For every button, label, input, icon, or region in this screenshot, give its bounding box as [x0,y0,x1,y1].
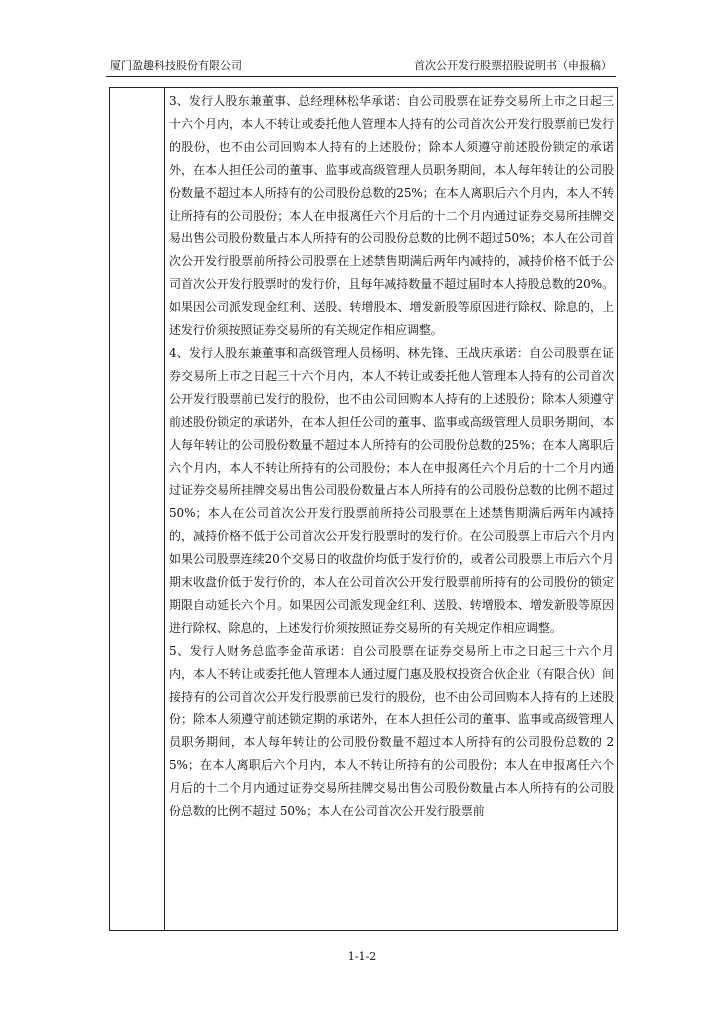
page-number: 1-1-2 [347,950,377,963]
table-content-cell [167,88,617,930]
commitment-paragraph-3: 3、发行人股东兼董事、总经理林松华承诺：自公司股票在证券交易所上市之日起三十六个月内，本人不转让或委托他人管理本人持有的公司首次公开发行股票前已发行的股份，也不由公司回购本人持有的上述股份；除本人须遵守前述股份锁定的承诺外，在本人担任公司的董事、监事或高级管理人员职务期间，本人每年转让的公司股份数量不超过本人所持有的公司股份总数的25%；在本人离职后六个月内，本人不转让所持有的公司股份；本人在申报离任六个月后的十二个月内通过证券交易所挂牌交易出售公司股份数量占本人所持有的公司股份总数的比例不超过50%；本人在公司首次公开发行股票前所持公司股票在上述禁售期满后两年内减持的，减持价格不低于公司首次公开发行股票时的发行价，且每年减持数量不超过届时本人持股总数的20%。如果因公司派发现金红利、送股、转增股本、增发新股等原因进行除权、除息的，上述发行价须按照证券交易所的有关规定作相应调整。 [169,94,614,338]
header-company-name: 厦门盈趣科技股份有限公司 [110,59,242,72]
table-left-column [110,88,165,930]
header-divider [106,76,616,77]
page-header [106,58,616,74]
commitment-paragraph-5: 5、发行人财务总监李金苗承诺：自公司股票在证券交易所上市之日起三十六个月内，本人不转让或委托他人管理本人通过厦门惠及股权投资合伙企业（有限合伙）间接持有的公司首次公开发行股票前已发行的股份，也不由公司回购本人持有的上述股份；除本人须遵守前述锁定期的承诺外，在本人担任公司的董事、监事或高级管理人员职务期间，本人每年转让的公司股份数量不超过本人所持有的公司股份总数的 25%；在本人离职后六个月内，本人不转让所持有的公司股份；本人在申报离任六个月后的十二个月内通过证券交易所挂牌交易出售公司股份数量占本人所持有的公司股份总数的比例不超过 50%；本人在公司首次公开发行股票前 [169,643,614,819]
header-document-title: 首次公开发行股票招股说明书（申报稿） [414,59,612,72]
commitment-table [109,87,618,931]
commitment-paragraph-4: 4、发行人股东兼董事和高级管理人员杨明、林先锋、王战庆承诺：自公司股票在证券交易所上市之日起三十六个月内，本人不转让或委托他人管理本人持有的公司首次公开发行股票前已发行的股份，也不由公司回购本人持有的上述股份；除本人须遵守前述股份锁定的承诺外，在本人担任公司的董事、监事或高级管理人员职务期间，本人每年转让的公司股份数量不超过本人所持有的公司股份总数的25%；在本人离职后六个月内，本人不转让所持有的公司股份；本人在申报离任六个月后的十二个月内通过证券交易所挂牌交易出售公司股份数量占本人所持有的公司股份总数的比例不超过50%；本人在公司首次公开发行股票前所持公司股票在上述禁售期满后两年内减持的，减持价格不低于公司首次公开发行股票时的发行价。在公司股票上市后六个月内如果公司股票连续20个交易日的收盘价均低于发行价的，或者公司股票上市后六个月期末收盘价低于发行价的，本人在公司首次公开发行股票前所持有的公司股份的锁定期限自动延长六个月。如果因公司派发现金红利、送股、转增股本、增发新股等原因进行除权、除息的，上述发行价须按照证券交易所的有关规定作相应调整。 [169,345,614,635]
